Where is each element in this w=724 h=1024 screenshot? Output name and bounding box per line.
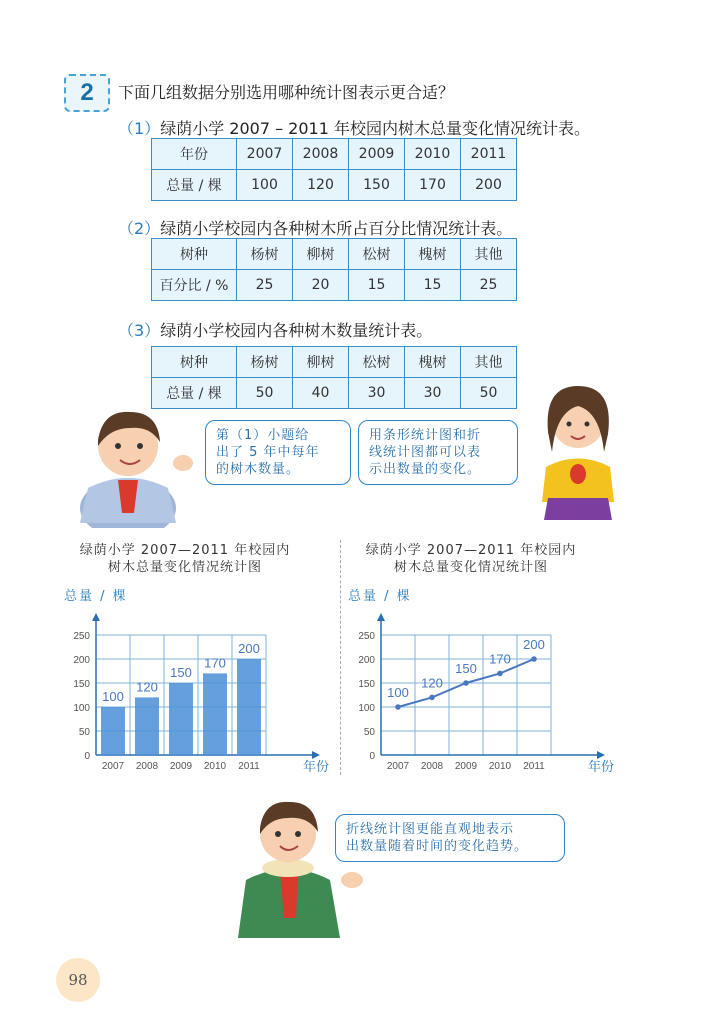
table-cell: 25 [461, 270, 517, 301]
problem-question: 下面几组数据分别选用哪种统计图表示更合适？ [118, 83, 455, 102]
table-cell: 百分比 / % [152, 270, 237, 301]
table-cell: 120 [293, 170, 349, 201]
table-cell: 杨树 [237, 239, 293, 270]
x-axis-arrow [312, 751, 320, 759]
y-tick-label: 50 [78, 727, 90, 738]
table-cell: 总量 / 棵 [152, 170, 237, 201]
part3-table [151, 346, 517, 409]
chart-title-line: 绿荫小学 2007—2011 年校园内 [365, 543, 577, 558]
y-tick-label: 150 [358, 679, 375, 690]
chart-title-line: 绿荫小学 2007—2011 年校园内 [79, 543, 291, 558]
y-tick-label: 200 [358, 655, 375, 666]
bar [203, 673, 227, 755]
part2-title: 绿荫小学校园内各种树木所占百分比情况统计表。 [160, 219, 513, 238]
y-tick-label: 100 [358, 703, 375, 714]
table-cell: 50 [461, 378, 517, 409]
table-cell: 2009 [349, 139, 405, 170]
x-axis-label: 年份 [302, 760, 330, 775]
data-label: 100 [387, 685, 409, 700]
bar-chart [60, 600, 340, 780]
x-tick-label: 2007 [386, 761, 410, 772]
bar-chart-ylabel: 总量 / 棵 [64, 589, 128, 604]
table-cell: 树种 [152, 347, 237, 378]
bubble-line: 的树木数量。 [216, 462, 301, 477]
y-axis-arrow [92, 613, 100, 621]
table-cell: 25 [237, 270, 293, 301]
x-tick-label: 2007 [101, 761, 125, 772]
part1-heading [118, 116, 590, 139]
table-cell: 50 [237, 378, 293, 409]
table-cell: 170 [405, 170, 461, 201]
table-cell: 40 [293, 378, 349, 409]
table-cell: 2007 [237, 139, 293, 170]
data-label: 200 [523, 637, 545, 652]
girl-illustration [528, 372, 628, 520]
table-cell: 杨树 [237, 347, 293, 378]
x-tick-label: 2009 [169, 761, 193, 772]
table-cell: 20 [293, 270, 349, 301]
y-tick-label: 50 [363, 727, 375, 738]
table-row [152, 170, 517, 201]
table-header-row [152, 239, 517, 270]
page-number: 98 [56, 958, 100, 1002]
data-label: 170 [204, 655, 226, 671]
part2-heading [118, 216, 512, 239]
table-cell: 2011 [461, 139, 517, 170]
table-header-row [152, 139, 517, 170]
bar-chart-title [60, 542, 310, 576]
data-point [531, 656, 537, 662]
y-axis-arrow [377, 613, 385, 621]
table-row [152, 378, 517, 409]
data-label: 170 [489, 651, 511, 667]
y-tick-label: 250 [358, 631, 375, 642]
bubble-line: 折线统计图更能直观地表示 [346, 822, 515, 837]
data-label: 120 [136, 679, 158, 695]
x-tick-label: 2008 [420, 761, 444, 772]
y-tick-label: 250 [73, 631, 90, 642]
table-cell: 2010 [405, 139, 461, 170]
bubble-line: 用条形统计图和折 [369, 428, 482, 443]
x-tick-label: 2008 [135, 761, 159, 772]
x-tick-label: 2011 [238, 761, 260, 772]
table-cell: 其他 [461, 347, 517, 378]
table-row [152, 270, 517, 301]
table-cell: 柳树 [293, 239, 349, 270]
bar [135, 697, 159, 755]
data-label: 100 [102, 689, 124, 704]
table-cell: 其他 [461, 239, 517, 270]
y-tick-label: 200 [73, 655, 90, 666]
bubble-line: 出了 5 年中每年 [216, 445, 320, 460]
table-cell: 总量 / 棵 [152, 378, 237, 409]
x-axis-arrow [597, 751, 605, 759]
bubble-line: 出数量随着时间的变化趋势。 [346, 839, 529, 854]
line-chart [345, 600, 625, 780]
problem-number: 2 [80, 79, 94, 106]
x-tick-label: 2010 [203, 761, 227, 772]
data-point [429, 695, 435, 701]
y-tick-label: 150 [73, 679, 90, 690]
y-tick-label: 0 [369, 751, 375, 762]
bar [237, 659, 261, 755]
table-cell: 年份 [152, 139, 237, 170]
y-tick-label: 0 [84, 751, 90, 762]
boy-with-scarf-illustration [218, 788, 368, 938]
table-cell: 槐树 [405, 347, 461, 378]
chart-title-line: 树木总量变化情况统计图 [107, 560, 262, 575]
table-cell: 松树 [349, 239, 405, 270]
chart-title-line: 树木总量变化情况统计图 [393, 560, 548, 575]
data-point [463, 680, 469, 686]
data-point [395, 704, 401, 710]
y-tick-label: 100 [73, 703, 90, 714]
table-cell: 15 [349, 270, 405, 301]
table-cell: 15 [405, 270, 461, 301]
bubble-line: 示出数量的变化。 [369, 462, 482, 477]
table-cell: 30 [405, 378, 461, 409]
part3-label: （3） [118, 321, 161, 340]
bubble-line: 线统计图都可以表 [369, 445, 482, 460]
part1-title: 绿荫小学 2007 – 2011 年校园内树木总量变化情况统计表。 [160, 119, 590, 138]
boy-speech-bubble [205, 420, 351, 485]
data-label: 150 [455, 661, 477, 676]
x-tick-label: 2010 [488, 761, 512, 772]
x-tick-label: 2009 [454, 761, 478, 772]
chart-divider [340, 540, 341, 775]
boy2-speech-bubble [335, 814, 565, 862]
part3-title: 绿荫小学校园内各种树木数量统计表。 [160, 321, 433, 340]
data-label: 150 [170, 665, 192, 680]
table-cell: 柳树 [293, 347, 349, 378]
part2-table [151, 238, 517, 301]
table-cell: 150 [349, 170, 405, 201]
table-cell: 树种 [152, 239, 237, 270]
table-cell: 100 [237, 170, 293, 201]
data-label: 120 [421, 675, 443, 691]
part3-heading [118, 318, 432, 341]
table-cell: 松树 [349, 347, 405, 378]
table-header-row [152, 347, 517, 378]
table-cell: 2008 [293, 139, 349, 170]
bar [169, 683, 193, 755]
line-chart-title [346, 542, 596, 576]
x-tick-label: 2011 [523, 761, 545, 772]
table-cell: 30 [349, 378, 405, 409]
line-chart-ylabel: 总量 / 棵 [348, 589, 412, 604]
girl-speech-bubble [358, 420, 518, 485]
problem-number-badge [64, 74, 110, 112]
data-label: 200 [238, 641, 260, 656]
x-axis-label: 年份 [587, 760, 615, 775]
bar [101, 707, 125, 755]
table-cell: 槐树 [405, 239, 461, 270]
part2-label: （2） [118, 219, 161, 238]
part1-label: （1） [118, 119, 161, 138]
table-cell: 200 [461, 170, 517, 201]
part1-table [151, 138, 517, 201]
boy-illustration [58, 388, 198, 528]
data-point [497, 671, 503, 677]
bubble-line: 第（1）小题给 [216, 428, 310, 443]
